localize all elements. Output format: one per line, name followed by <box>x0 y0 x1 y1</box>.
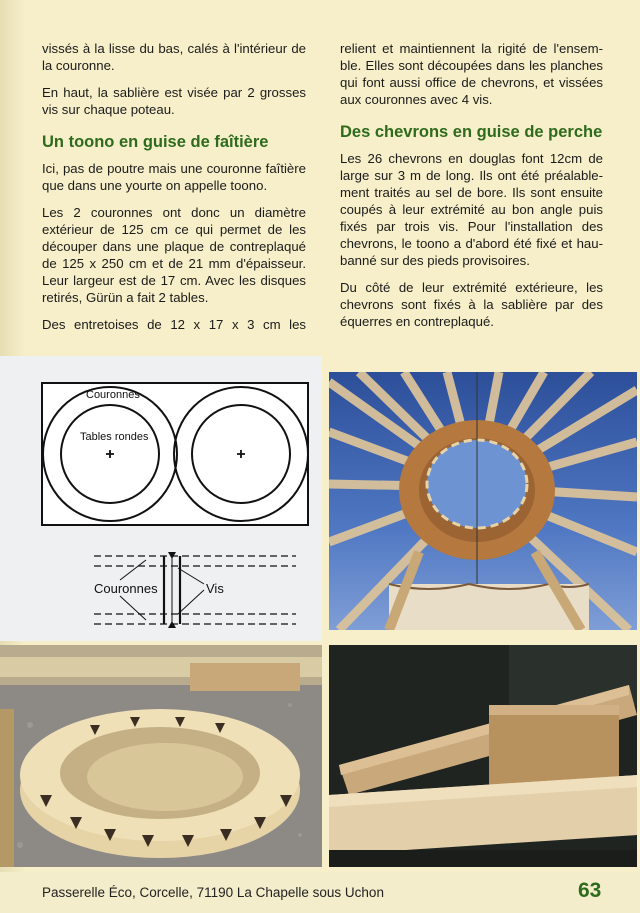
section-heading-chevrons: Des chevrons en guise de perche <box>340 123 603 141</box>
right-paragraph-1: relient et maintiennent la rigité de l'ensemble. Elles sont découpées dans les planches qui font aussi office de chevrons, et vissées aux couronnes avec 4 vis. <box>340 41 603 107</box>
diagram-drawing <box>0 356 322 641</box>
section-heading-toono: Un toono en guise de faîtière <box>42 133 269 151</box>
left-paragraph-3: Ici, pas de poutre mais une couronne faîtière que dans une yourte on appelle toono. <box>42 161 306 193</box>
label-couronnes-side: Couronnes <box>94 581 158 596</box>
label-vis: Vis <box>206 581 224 596</box>
right-paragraph-3: Du côté de leur extrémité extérieure, les chevrons sont fixés à la sablière par des équerres en contreplaqué. <box>340 280 603 329</box>
left-paragraph-1: vissés à la lisse du bas, calés à l'intérieur de la couronne. <box>42 41 306 73</box>
photo-toono-illustration <box>329 372 637 630</box>
right-column <box>340 40 603 340</box>
page-number: 63 <box>578 879 602 902</box>
left-paragraph-2: En haut, la sablière est visée par 2 grosses vis sur chaque poteau. <box>42 85 306 117</box>
footer-address: Passerelle Éco, Corcelle, 71190 La Chapelle sous Uchon <box>42 885 384 900</box>
photo-ring-illustration <box>0 645 322 867</box>
photo-crown-ring-on-ground <box>0 645 322 867</box>
left-paragraph-5: Des entretoises de 12 x 17 x 3 cm les <box>42 317 306 332</box>
photo-joint-illustration <box>329 645 637 867</box>
right-paragraph-2: Les 26 chevrons en douglas font 12cm de large sur 3 m de long. Ils ont été préalablement traités au sel de bore. Ils sont ensuite coupés à leur extrémité au bon angle puis fixés par trois vis. Pour l'installation des chevrons, le toono a d'abord été fixé et haubanné sur des pieds provisoires. <box>340 151 603 268</box>
left-paragraph-4: Les 2 couronnes ont donc un diamètre extérieur de 125 cm ce qui permet de les découper dans une plaque de contreplaqué de 125 x 250 cm et de 21 mm d'épaisseur. Leur largeur est de 17 cm. Avec les disques retirés, Gürün a fait 2 tables. <box>42 205 306 305</box>
photo-rafter-joint <box>329 645 637 867</box>
left-column <box>42 40 306 343</box>
label-tables-rondes: Tables rondes <box>80 431 149 443</box>
plywood-cutting-diagram <box>0 356 322 641</box>
label-couronnes-top: Couronnes <box>86 389 140 401</box>
photo-toono-from-below <box>329 372 637 630</box>
